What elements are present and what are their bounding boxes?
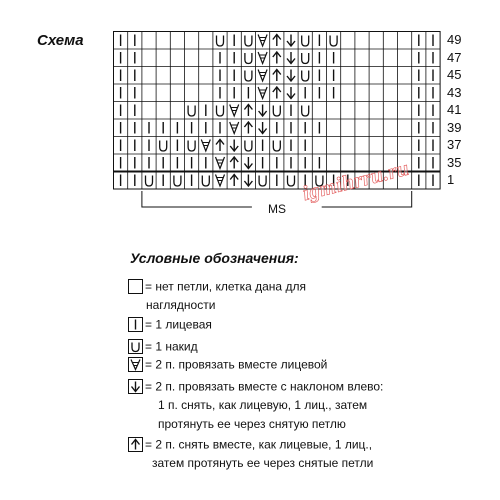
legend-item-knit-stitch	[128, 316, 212, 333]
s2kp-symbol	[230, 157, 238, 169]
legend-text: = 1 лицевая	[145, 317, 212, 332]
k2tog-symbol	[258, 35, 267, 47]
yarn-over-symbol	[288, 176, 295, 187]
s2kp-symbol	[273, 70, 281, 82]
legend-text-continued: затем протянуть ее через снятые петли	[152, 456, 374, 470]
ssk-symbol	[259, 105, 267, 117]
yarn-over-symbol	[259, 176, 266, 187]
legend-item-yarn-over	[128, 338, 198, 355]
yarn-over-symbol	[302, 106, 309, 117]
yarn-over-symbol	[146, 176, 153, 187]
ssk-symbol	[287, 35, 295, 47]
row-number: 37	[447, 137, 462, 152]
knit-stitch-icon	[128, 317, 143, 332]
yarn-over-symbol	[217, 106, 224, 117]
legend-text: = 2 п. провязать вместе лицевой	[145, 357, 328, 372]
yarn-over-symbol	[188, 141, 195, 152]
legend-item-k2tog	[128, 356, 327, 373]
row-number: 39	[447, 119, 462, 135]
legend-text: = 2 п. снять вместе, как лицевые, 1 лиц.,	[145, 437, 373, 452]
legend-text-continued: протянуть ее через снятую петлю	[158, 417, 346, 431]
s2kp-symbol	[244, 105, 252, 117]
yarn-over-symbol	[245, 53, 252, 64]
legend-text: = нет петли, клетка дана для	[145, 279, 306, 294]
ssk-symbol	[287, 70, 295, 82]
row-number: 49	[447, 32, 462, 47]
k2tog-symbol	[230, 122, 239, 134]
watermark: igmihrru.ru	[300, 155, 412, 206]
ssk-symbol	[287, 52, 295, 64]
ssk-icon	[128, 379, 143, 394]
yarn-over-symbol	[245, 141, 252, 152]
s2kp-symbol	[216, 140, 224, 152]
legend-text-continued: 1 п. снять, как лицевую, 1 лиц., затем	[158, 398, 368, 412]
yarn-over-symbol	[302, 53, 309, 64]
yarn-over-symbol	[217, 36, 224, 47]
yarn-over-symbol	[245, 71, 252, 82]
ssk-symbol	[244, 157, 252, 169]
ssk-symbol	[259, 122, 267, 134]
yarn-over-symbol	[273, 141, 280, 152]
k2tog-symbol	[201, 140, 210, 152]
yarn-over-symbol	[188, 106, 195, 117]
repeat-bracket	[0, 189, 500, 219]
yarn-over-symbol	[273, 106, 280, 117]
ssk-symbol	[244, 175, 252, 187]
k2tog-symbol	[230, 105, 239, 117]
legend-title: Условные обозначения:	[130, 250, 299, 266]
row-number: 47	[447, 49, 462, 65]
yarn-over-symbol	[160, 141, 167, 152]
chart-title: Схема	[37, 32, 84, 49]
k2tog-icon	[128, 357, 143, 372]
empty-cell-icon	[128, 279, 143, 294]
k2tog-symbol	[258, 87, 267, 99]
legend-text: = 2 п. провязать вместе с наклоном влево:	[145, 379, 384, 394]
yarn-over-symbol	[202, 176, 209, 187]
legend-text: = 1 накид	[145, 339, 198, 354]
s2kp-icon	[128, 437, 143, 452]
yarn-over-symbol	[302, 71, 309, 82]
s2kp-symbol	[230, 175, 238, 187]
legend-item-s2kp	[128, 436, 372, 453]
k2tog-symbol	[258, 52, 267, 64]
yarn-over-symbol	[174, 176, 181, 187]
row-number: 1	[447, 172, 455, 187]
legend-item-ssk	[128, 378, 383, 395]
legend-item-empty-cell	[128, 278, 306, 295]
yarn-over-symbol	[302, 36, 309, 47]
row-number: 35	[447, 154, 462, 170]
s2kp-symbol	[273, 35, 281, 47]
row-number: 41	[447, 102, 462, 117]
s2kp-symbol	[273, 87, 281, 99]
yarn-over-icon	[128, 339, 143, 354]
k2tog-symbol	[216, 175, 225, 187]
s2kp-symbol	[244, 122, 252, 134]
ssk-symbol	[287, 87, 295, 99]
row-number: 45	[447, 67, 462, 82]
row-number: 43	[447, 84, 462, 100]
s2kp-symbol	[273, 52, 281, 64]
yarn-over-symbol	[330, 36, 337, 47]
marker-label: MS	[268, 202, 286, 216]
ssk-symbol	[230, 140, 238, 152]
legend-text-continued: наглядности	[146, 298, 216, 312]
yarn-over-symbol	[245, 36, 252, 47]
k2tog-symbol	[216, 157, 225, 169]
k2tog-symbol	[258, 70, 267, 82]
